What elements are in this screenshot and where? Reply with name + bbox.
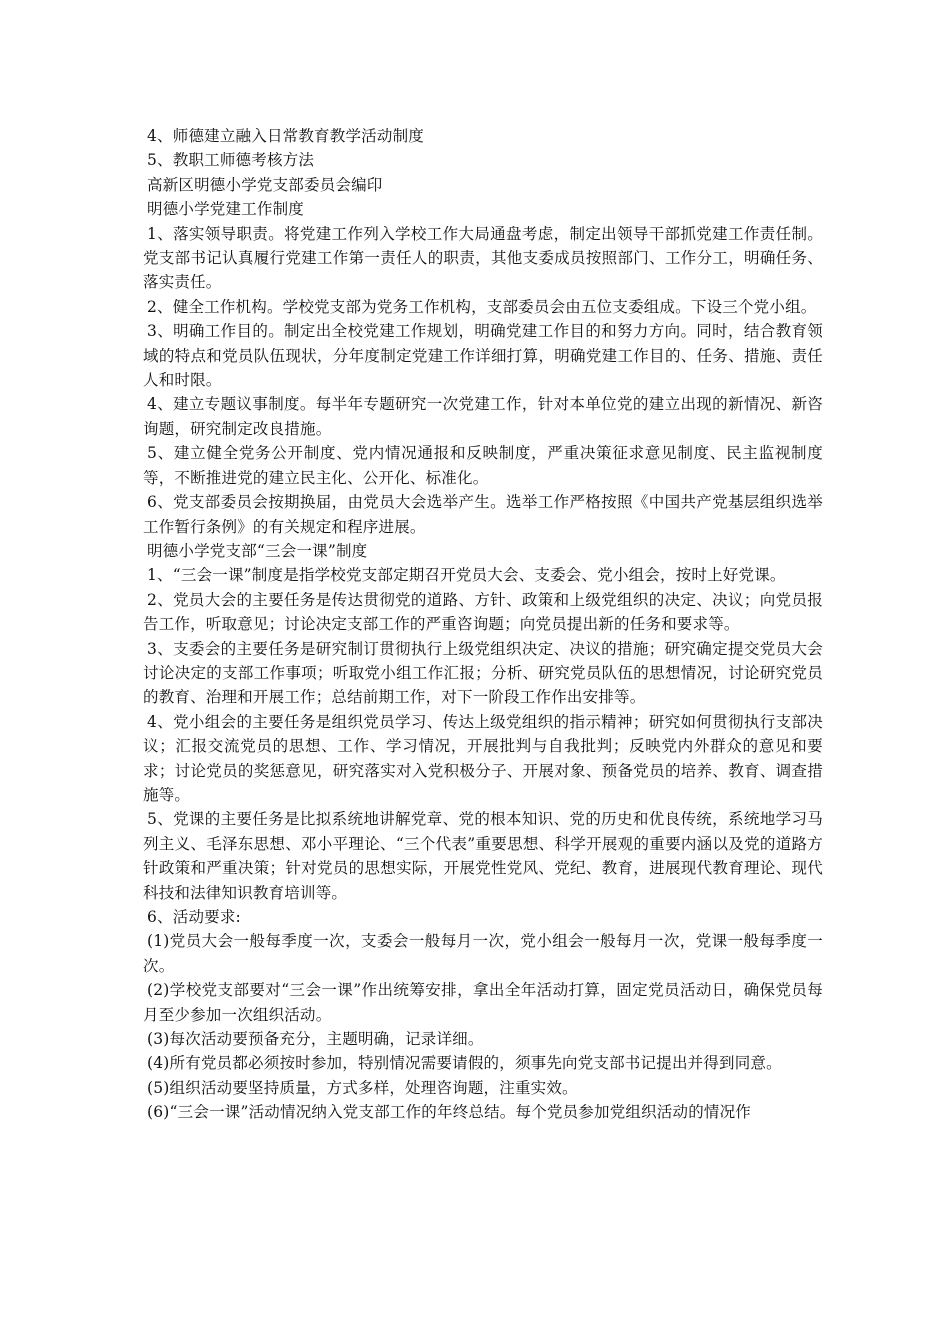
section-title-party-building: 明德小学党建工作制度 <box>147 200 305 219</box>
section-title-three-meetings: 明德小学党支部“三会一课”制度 <box>147 541 368 560</box>
paragraph-6: 2、健全工作机构。学校党支部为党务工作机构，支部委员会由五位支委组成。下设三个党小组。 <box>147 297 817 316</box>
paragraph-7: 3、明确工作目的。制定出全校党建工作规划，明确党建工作目的和努力方向。同时，结合教育领域的特点和党员队伍现状，分年度制定党建工作详细打算，明确党建工作目的、任务、措施、责任人和时限。 <box>143 322 823 390</box>
paragraph-13: 2、党员大会的主要任务是传达贯彻党的道路、方针、政策和上级党组织的决定、决议；向党员报告工作，听取意见；讨论决定支部工作的严重咨询题；向党员提出新的任务和要求等。 <box>143 590 823 634</box>
paragraph-10: 6、党支部委员会按期换届，由党员大会选举产生。选举工作严格按照《中国共产党基层组织选举工作暂行条例》的有关规定和程序进展。 <box>143 493 823 536</box>
paragraph-18: (1)党员大会一般每季度一次，支委会一般每月一次，党小组会一般每月一次，党课一般每季度一次。 <box>143 932 823 975</box>
document-body <box>143 124 823 1125</box>
paragraph-1: 4、师德建立融入日常教育教学活动制度 <box>147 127 424 145</box>
paragraph-8: 4、建立专题议事制度。每半年专题研究一次党建工作，针对本单位党的建立出现的新情况、新咨询题，研究制定改良措施。 <box>143 395 823 438</box>
paragraph-9: 5、建立健全党务公开制度、党内情况通报和反映制度，严重决策征求意见制度、民主监视制度等，不断推进党的建立民主化、公开化、标准化。 <box>143 444 823 487</box>
paragraph-22: (5)组织活动要坚持质量，方式多样，处理咨询题，注重实效。 <box>147 1078 578 1097</box>
paragraph-16: 5、党课的主要任务是比拟系统地讲解党章、党的根本知识、党的历史和优良传统，系统地学习马列主义、毛泽东思想、邓小平理论、“三个代表”重要思想、科学开展观的重要内涵以及党的道路方针政策和严重决策；针对党员的思想实际，开展党性党风、党纪、教育，进展现代教育理论、现代科技和法律知识教育培训等。 <box>143 810 823 902</box>
paragraph-17: 6、活动要求: <box>147 908 241 926</box>
paragraph-5: 1、落实领导职责。将党建工作列入学校工作大局通盘考虑，制定出领导干部抓党建工作责任制。党支部书记认真履行党建工作第一责任人的职责，其他支委成员按照部门、工作分工，明确任务、落实责任。 <box>143 224 823 292</box>
publisher-line: 高新区明德小学党支部委员会编印 <box>147 175 383 194</box>
paragraph-12: 1、“三会一课”制度是指学校党支部定期召开党员大会、支委会、党小组会，按时上好党课。 <box>147 566 786 585</box>
paragraph-19: (2)学校党支部要对“三会一课”作出统筹安排，拿出全年活动打算，固定党员活动日，确保党员每月至少参加一次组织活动。 <box>143 981 823 1024</box>
paragraph-14: 3、支委会的主要任务是研究制订贯彻执行上级党组织决定、决议的措施；研究确定提交党员大会讨论决定的支部工作事项；听取党小组工作汇报；分析、研究党员队伍的思想情况，讨论研究党员的教育、治理和开展工作；总结前期工作，对下一阶段工作作出安排等。 <box>143 639 823 707</box>
paragraph-15: 4、党小组会的主要任务是组织党员学习、传达上级党组织的指示精神；研究如何贯彻执行支部决议；汇报交流党员的思想、工作、学习情况，开展批判与自我批判；反映党内外群众的意见和要求；讨论党员的奖惩意见，研究落实对入党积极分子、开展对象、预备党员的培养、教育、调查措施等。 <box>143 712 823 804</box>
paragraph-20: (3)每次活动要预备充分，主题明确，记录详细。 <box>147 1030 484 1049</box>
paragraph-2: 5、教职工师德考核方法 <box>147 151 315 170</box>
paragraph-23: (6)“三会一课”活动情况纳入党支部工作的年终总结。每个党员参加党组织活动的情况作 <box>147 1103 752 1122</box>
paragraph-21: (4)所有党员都必须按时参加，特别情况需要请假的，须事先向党支部书记提出并得到同意。 <box>147 1054 782 1073</box>
